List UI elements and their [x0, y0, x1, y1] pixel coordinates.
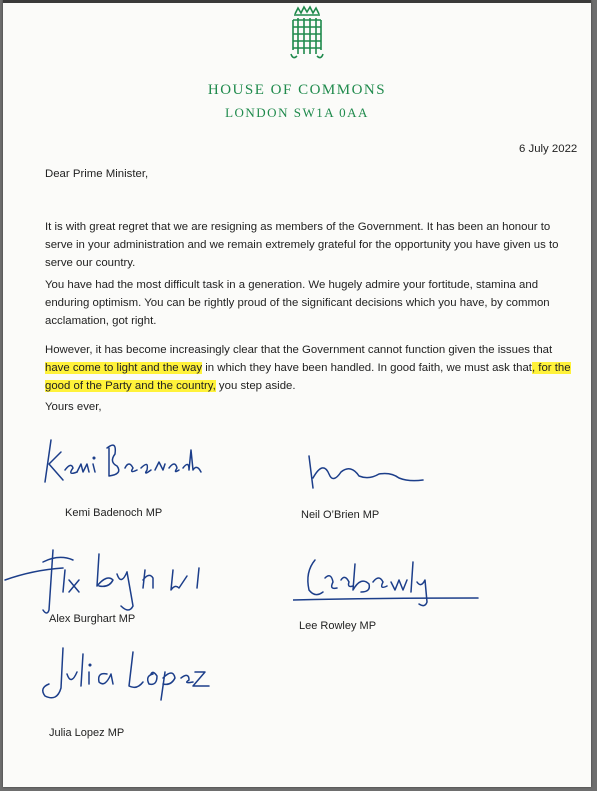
highlight-1: have come to light and the way — [45, 362, 203, 374]
letterhead-address: LONDON SW1A 0AA — [225, 105, 369, 120]
signature-neil-obrien — [299, 450, 439, 500]
letterhead-name: HOUSE OF COMMONS — [207, 82, 387, 98]
closing: Yours ever, — [45, 401, 102, 413]
signature-alex-burghart — [3, 540, 213, 620]
paragraph-3-mid: in which they have been handled. In good faith, we must ask that — [202, 362, 532, 374]
page-top-border — [3, 0, 591, 3]
letter-date: 6 July 2022 — [519, 143, 578, 155]
signatory-name-5: Julia Lopez MP — [49, 727, 125, 739]
letter-page — [3, 0, 591, 787]
signatory-name-1: Kemi Badenoch MP — [65, 507, 163, 519]
signatory-name-4: Lee Rowley MP — [299, 620, 377, 632]
highlight-2: , for the good of the Party and the country, — [45, 362, 571, 392]
paragraph-3-start: However, it has become increasingly clear that the Government cannot function given the issues that — [45, 344, 553, 356]
signature-lee-rowley — [293, 552, 483, 610]
paragraph-3 — [45, 341, 575, 395]
signature-kemi-badenoch — [37, 430, 207, 490]
salutation: Dear Prime Minister, — [45, 168, 149, 180]
signatory-name-2: Neil O’Brien MP — [301, 509, 380, 521]
paragraph-3-end: you step aside. — [215, 380, 296, 392]
paragraph-1: It is with great regret that we are resigning as members of the Government. It has been an honour to serve in your administration and we remain extremely grateful for the opportunity you have given us to serve our country. — [45, 221, 559, 269]
paragraph-2: You have had the most difficult task in a generation. We hugely admire your fortitude, stamina and enduring optimism. You can be rightly proud of the significant decisions which you have, by common acclamation, got right. — [45, 279, 550, 327]
portcullis-icon — [287, 4, 327, 62]
signatory-name-3: Alex Burghart MP — [49, 613, 136, 625]
signature-julia-lopez — [33, 640, 223, 710]
